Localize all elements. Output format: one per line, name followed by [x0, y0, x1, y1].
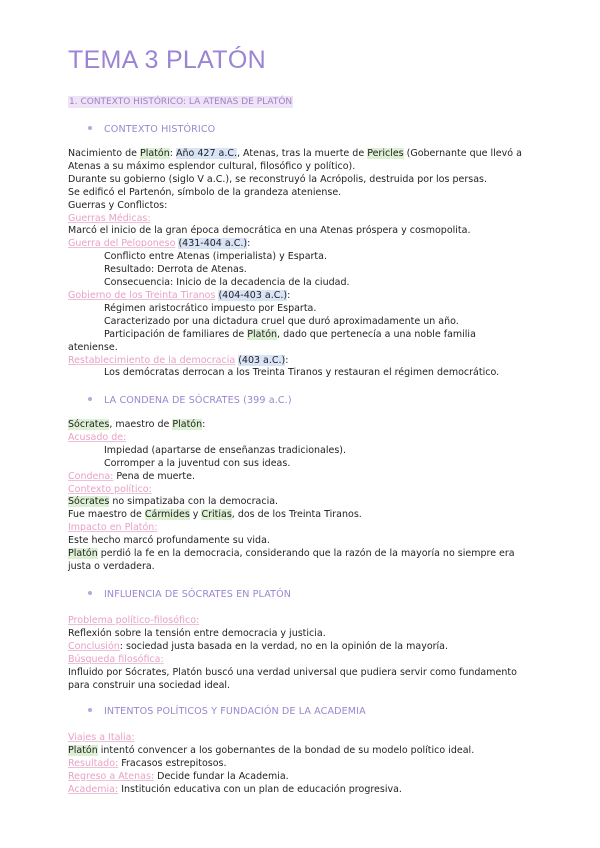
resultado-label: Resultado: [68, 757, 119, 769]
paragraph-line: Conclusión: sociedad justa basada en la verdad, no en la opinión de la mayoría. [68, 640, 449, 652]
subheading-line [68, 213, 538, 226]
section-heading: 1. CONTEXTO HISTÓRICO: LA ATENAS DE PLATÓN [69, 97, 293, 107]
bullet-heading-influencia [88, 589, 291, 600]
indented-line: Impiedad (apartarse de enseñanzas tradicionales). [104, 444, 347, 456]
platon-highlight: Platón [140, 148, 170, 159]
impacto-label: Impacto en Platón: [68, 522, 158, 534]
indented-line: Caracterizado por una dictadura cruel que duró aproximadamente un año. [104, 315, 459, 327]
paragraph-line: Este hecho marcó profundamente su vida. [68, 535, 270, 547]
subheading-line: Gobierno de los Treinta Tiranos (404-403 a.C.): [68, 289, 291, 301]
paragraph-line: Sócrates no simpatizaba con la democracia. [68, 496, 279, 508]
indented-line: Conflicto entre Atenas (imperialista) y Esparta. [104, 251, 327, 263]
academia-block [68, 732, 538, 797]
paragraph-line: Sócrates, maestro de Platón: [68, 419, 206, 430]
indented-line: Los demócratas derrocan a los Treinta Tiranos y restauran el régimen democrático. [104, 367, 500, 379]
page-title: TEMA 3 PLATÓN [68, 46, 266, 74]
subheading-line [68, 484, 538, 497]
contexto-block [68, 148, 538, 380]
indented-line: Resultado: Derrota de Atenas. [104, 264, 247, 276]
bullet-heading-condena [88, 395, 292, 406]
bullet-dot-icon [88, 708, 92, 712]
paragraph-line: Durante su gobierno (siglo V a.C.), se reconstruyó la Acrópolis, destruida por los persas. [68, 173, 487, 185]
paragraph-line: Guerras y Conflictos: [68, 199, 168, 211]
subheading-line [68, 654, 538, 667]
subheading-line: Restablecimiento de la democracia (403 a.C.): [68, 354, 289, 366]
indented-line: Participación de familiares de Platón, dado que pertenecía a una noble familia [104, 328, 476, 340]
contexto-politico-label: Contexto político: [68, 483, 152, 495]
critias-highlight: Critias [201, 509, 232, 521]
indented-line: Corromper a la juventud con sus ideas. [104, 457, 291, 469]
peloponeso-label: Guerra del Peloponeso [68, 238, 176, 250]
regreso-label: Regreso a Atenas: [68, 770, 155, 782]
platon-highlight: Platón [68, 744, 98, 756]
subheading-line: Guerra del Peloponeso (431-404 a.C.): [68, 238, 251, 250]
bullet-dot-icon [88, 126, 92, 130]
paragraph-line: para construir una sociedad ideal. [68, 679, 231, 691]
indented-line: Consecuencia: Inicio de la decadencia de la ciudad. [104, 277, 350, 289]
paragraph-line: Se edificó el Partenón, símbolo de la grandeza ateniense. [68, 186, 342, 198]
subheading-line [68, 732, 538, 745]
paragraph-line: ateniense. [68, 341, 118, 353]
paragraph-line: Academia: Institución educativa con un plan de educación progresiva. [68, 783, 402, 795]
socrates-highlight: Sócrates [68, 419, 110, 430]
subheading-line [68, 615, 538, 628]
guerras-medicas-label: Guerras Médicas: [68, 212, 151, 224]
bullet-heading-contexto [88, 124, 215, 135]
bullet-label: CONTEXTO HISTÓRICO [104, 124, 216, 135]
year-highlight: (431-404 a.C.) [178, 238, 248, 250]
paragraph-line: Platón perdió la fe en la democracia, considerando que la razón de la mayoría no siempre era [68, 548, 515, 560]
bullet-label: INFLUENCIA DE SÓCRATES EN PLATÓN [104, 589, 292, 600]
subheading-line [68, 522, 538, 535]
paragraph-line: Condena: Pena de muerte. [68, 470, 196, 482]
carmides-highlight: Cármides [144, 509, 190, 521]
bullet-label: INTENTOS POLÍTICOS Y FUNDACIÓN DE LA ACADEMIA [104, 706, 366, 717]
paragraph-line: Atenas a su máximo esplendor cultural, filosófico y político). [68, 160, 356, 172]
platon-highlight: Platón [172, 419, 203, 430]
bullet-dot-icon [88, 591, 92, 595]
viajes-label: Viajes a Italia: [68, 732, 135, 743]
bullet-dot-icon [88, 397, 92, 401]
problema-label: Problema político-filosófico: [68, 615, 200, 626]
busqueda-label: Búsqueda filosófica: [68, 653, 164, 665]
paragraph-line: Marcó el inicio de la gran época democrática en una Atenas próspera y cosmopolita. [68, 225, 471, 237]
influencia-block [68, 615, 538, 692]
socrates-highlight: Sócrates [68, 496, 110, 508]
subheading-line [68, 432, 538, 445]
indented-line: Régimen aristocrático impuesto por Esparta. [104, 302, 317, 314]
paragraph-line: Platón intentó convencer a los gobernantes de la bondad de su modelo político ideal. [68, 744, 475, 756]
paragraph-line: Resultado: Fracasos estrepitosos. [68, 757, 227, 769]
year-highlight: (403 a.C.) [238, 354, 286, 366]
paragraph-line: Nacimiento de Platón: Año 427 a.C., Atenas, tras la muerte de Pericles (Gobernante que llevó a [68, 148, 522, 159]
restablecimiento-label: Restablecimiento de la democracia [68, 354, 236, 366]
platon-highlight: Platón [247, 328, 278, 340]
paragraph-line: Regreso a Atenas: Decide fundar la Academia. [68, 770, 289, 782]
platon-highlight: Platón [68, 548, 98, 560]
year-highlight: Año 427 a.C. [176, 148, 237, 159]
paragraph-line: justa o verdadera. [68, 560, 155, 572]
year-highlight: (404-403 a.C.) [218, 289, 288, 301]
bullet-heading-academia [88, 706, 366, 717]
bullet-label: LA CONDENA DE SÓCRATES (399 a.C.) [104, 395, 292, 406]
pericles-highlight: Pericles [367, 148, 404, 159]
paragraph-line: Influido por Sócrates, Platón buscó una verdad universal que pudiera servir como fundamento [68, 666, 517, 678]
paragraph-line: Reflexión sobre la tensión entre democracia y justicia. [68, 627, 326, 639]
tiranos-label: Gobierno de los Treinta Tiranos [68, 289, 216, 301]
academia-label: Academia: [68, 783, 119, 795]
condena-block [68, 419, 538, 574]
paragraph-line: Fue maestro de Cármides y Critias, dos de los Treinta Tiranos. [68, 509, 362, 521]
conclusion-label: Conclusión [68, 640, 120, 652]
condena-label: Condena: [68, 470, 114, 482]
acusado-label: Acusado de: [68, 431, 127, 443]
